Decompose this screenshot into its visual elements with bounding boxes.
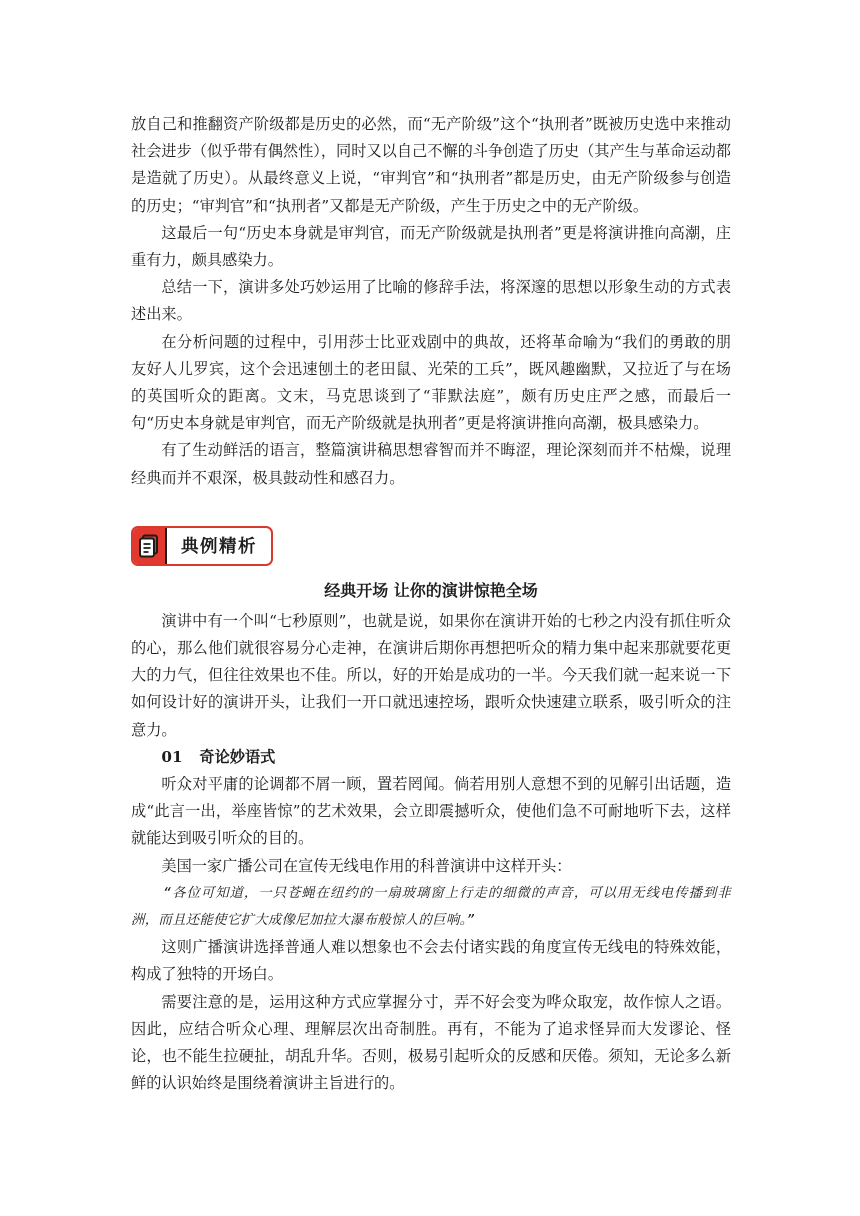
body-paragraph: 这则广播演讲选择普通人难以想象也不会去付诸实践的角度宣传无线电的特殊效能，构成了独特的开场白。 xyxy=(131,938,731,984)
body-paragraph: 有了生动鲜活的语言，整篇演讲稿思想睿智而并不晦涩，理论深刻而并不枯燥，说理经典而并不艰深，极具鼓动性和感召力。 xyxy=(131,441,731,487)
document-page xyxy=(131,111,731,1098)
body-paragraph: 这最后一句“历史本身就是审判官，而无产阶级就是执刑者”更是将演讲推向高潮，庄重有力，颇具感染力。 xyxy=(131,223,731,270)
subheading-number: 01 xyxy=(161,747,183,766)
body-paragraph: 演讲中有一个叫“七秒原则”，也就是说，如果你在演讲开始的七秒之内没有抓住听众的心，那么他们就很容易分心走神，在演讲后期你再想把听众的精力集中起来那就要花更大的力气，但往往效果也不佳。所以，好的开始是成功的一半。今天我们就一起来说一下如何设计好的演讲开头，让我们一开口就迅速控场，跟听众快速建立联系，吸引听众的注意力。 xyxy=(131,611,731,739)
section-badge-label: 典例精析 xyxy=(181,537,257,558)
body-paragraph: 在分析问题的过程中，引用莎士比亚戏剧中的典故，还将革命喻为“我们的勇敢的朋友好人儿罗宾，这个会迅速刨土的老田鼠、光荣的工兵”，既风趣幽默，又拉近了与在场的英国听众的距离。文末，马克思谈到了“菲默法庭”，颇有历史庄严之感，而最后一句“历史本身就是审判官，而无产阶级就是执刑者”更是将演讲推向高潮，极具感染力。 xyxy=(131,332,731,433)
subheading-text: 奇论妙语式 xyxy=(199,747,276,766)
section-badge xyxy=(131,526,273,566)
body-paragraph: 需要注意的是，运用这种方式应掌握分寸，弄不好会变为哗众取宠，故作惊人之语。因此，应结合听众心理、理解层次出奇制胜。再有，不能为了追求怪异而大发谬论、怪论，也不能生拉硬扯，胡乱升华。否则，极易引起听众的反感和厌倦。须知，无论多么新鲜的认识始终是围绕着演讲主旨进行的。 xyxy=(131,992,731,1093)
body-paragraph: 放自己和推翻资产阶级都是历史的必然，而“无产阶级”这个“执刑者”既被历史选中来推动社会进步（似乎带有偶然性），同时又以自己不懈的斗争创造了历史（其产生与革命运动都是造就了历史）。从最终意义上说，“审判官”和“执刑者”都是历史，由无产阶级参与创造的历史；“审判官”和“执刑者”又都是无产阶级，产生于历史之中的无产阶级。 xyxy=(131,115,731,215)
body-paragraph: 美国一家广播公司在宣传无线电作用的科普演讲中这样开头： xyxy=(161,856,572,875)
body-paragraph: 听众对平庸的论调都不屑一顾，置若罔闻。倘若用别人意想不到的见解引出话题，造成“此言一出，举座皆惊”的艺术效果，会立即震撼听众，使他们急不可耐地听下去，这样就能达到吸引听众的目的。 xyxy=(131,775,731,848)
article-title: 经典开场 让你的演讲惊艳全场 xyxy=(324,580,538,600)
quote-block: “各位可知道，一只苍蝇在纽约的一扇玻璃窗上行走的细微的声音，可以用无线电传播到非洲，而且还能使它扩大成像尼加拉大瀑布般惊人的巨响。” xyxy=(131,885,731,929)
document-list-icon xyxy=(133,528,167,564)
subheading xyxy=(131,744,731,771)
body-paragraph: 总结一下，演讲多处巧妙运用了比喻的修辞手法，将深邃的思想以形象生动的方式表述出来。 xyxy=(131,278,731,324)
